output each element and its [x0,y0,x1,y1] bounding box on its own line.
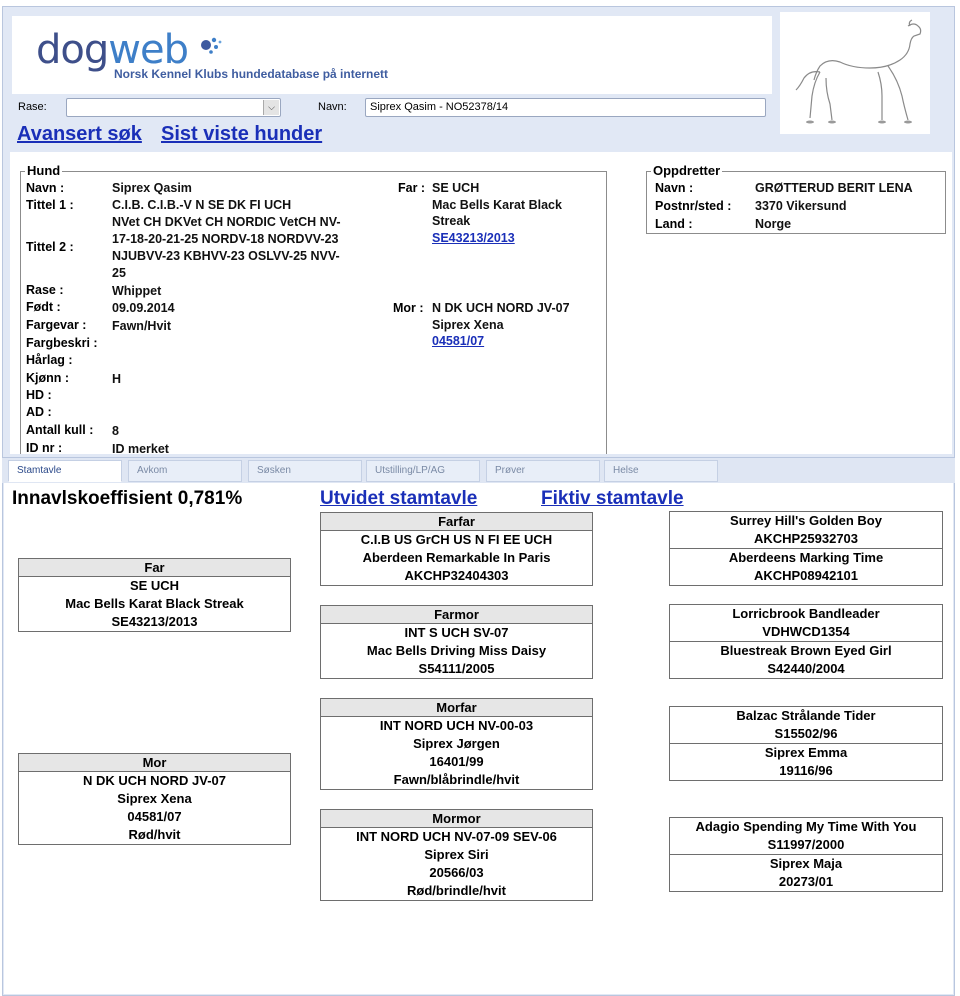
advanced-search-link[interactable]: Avansert søk [17,123,142,145]
pedigree-ancestor-line: Lorricbrook Bandleader [732,606,880,621]
pedigree-far-heading: Far [19,559,290,577]
inbreeding-coefficient: Innavlskoeffisient 0,781% [12,488,243,509]
pedigree-gen3-box [669,817,943,892]
pedigree-far-line: Mac Bells Karat Black Streak [65,596,244,611]
pedigree-ancestor-line: AKCHP25932703 [753,531,859,546]
pedigree-far-line: SE UCH [129,578,180,593]
breeder-post-value: 3370 Vikersund [755,199,847,213]
mor-title: N DK UCH NORD JV-07 [432,301,570,315]
hund-field-label: Navn : [26,181,65,195]
tab-stamtavle[interactable]: Stamtavle [8,460,122,482]
hund-field-value: Whippet [112,284,162,298]
hund-field-label: Født : [26,300,61,314]
pedigree-farmor-line: Mac Bells Driving Miss Daisy [366,643,547,658]
pedigree-farmor[interactable] [320,605,593,679]
mor-name: Siprex Xena [432,318,504,332]
pedigree-farfar-line: Aberdeen Remarkable In Paris [362,550,551,565]
pedigree-ancestor-line: S11997/2000 [767,837,845,852]
hund-legend: Hund [27,163,61,178]
pedigree-ancestor-line: Surrey Hill's Golden Boy [730,513,882,528]
pedigree-ancestor-line: 20273/01 [778,874,834,889]
hund-field-value: 25 [112,266,126,280]
breeder-country-label: Land : [655,217,693,231]
pedigree-ancestor[interactable] [670,707,942,743]
tab-avkom[interactable]: Avkom [128,460,242,482]
pedigree-farfar-line: C.I.B US GrCH US N FI EE UCH [360,532,553,547]
breeder-name-label: Navn : [655,181,694,195]
pedigree-farfar-line: AKCHP32404303 [404,568,509,583]
hund-field-value: ID merket [112,442,169,454]
pedigree-ancestor[interactable] [670,512,942,548]
far-name-line1: Mac Bells Karat Black [432,198,562,212]
pedigree-ancestor-line: VDHWCD1354 [762,624,850,639]
hund-field-value: 09.09.2014 [112,301,175,315]
breeder-post-label: Postnr/sted : [655,199,732,213]
pedigree-ancestor-line: Balzac Strålande Tider [736,708,876,723]
pedigree-ancestor-line: Bluestreak Brown Eyed Girl [720,643,892,658]
hund-field-label: ID nr : [26,441,63,454]
pedigree-ancestor[interactable] [670,641,942,678]
navn-search-input[interactable]: Siprex Qasim - NO52378/14 [365,98,766,117]
pedigree-morfar-line: INT NORD UCH NV-00-03 [379,718,534,733]
hund-field-value: Fawn/Hvit [112,319,172,333]
pedigree-farmor-line: S54111/2005 [418,661,495,676]
logo-dog-text: dog [36,27,109,73]
far-label: Far : [398,181,426,195]
far-reg-link[interactable]: SE43213/2013 [432,231,515,245]
pedigree-ancestor[interactable] [670,818,942,854]
pedigree-morfar-heading: Morfar [321,699,592,717]
chevron-down-icon[interactable]: ⌵ [263,100,279,115]
pedigree-mor-line: Rød/hvit [128,827,181,842]
navn-label: Navn: [318,101,347,113]
hund-field-label: AD : [26,405,52,419]
hund-field-label: Fargevar : [26,318,87,332]
hund-field-label: Rase : [26,283,64,297]
pedigree-ancestor-line: S15502/96 [774,726,838,741]
pedigree-mor-line: N DK UCH NORD JV-07 [82,773,227,788]
pedigree-mormor-line: INT NORD UCH NV-07-09 SEV-06 [356,829,557,844]
pedigree-ancestor[interactable] [670,605,942,641]
hund-field-label: Kjønn : [26,371,70,385]
breeder-name-value: GRØTTERUD BERIT LENA [755,181,913,195]
recent-dogs-link[interactable]: Sist viste hunder [161,123,323,145]
hund-field-label: HD : [26,388,52,402]
pedigree-gen3-box [669,511,943,586]
pedigree-ancestor-line: Siprex Emma [764,745,848,760]
pedigree-ancestor-line: AKCHP08942101 [753,568,859,583]
pedigree-gen3-box [669,604,943,679]
hund-field-value: C.I.B. C.I.B.-V N SE DK FI UCH [112,198,292,212]
hund-field-value: NJUBVV-23 KBHVV-23 OSLVV-25 NVV- [112,249,340,263]
pedigree-mormor-line: Siprex Siri [424,847,489,862]
rase-label: Rase: [18,101,47,113]
breeder-country-value: Norge [755,217,792,231]
tab-prøver[interactable]: Prøver [486,460,600,482]
tab-utstilling-lp-ag[interactable]: Utstilling/LP/AG [366,460,480,482]
hund-field-value: Siprex Qasim [112,181,192,195]
pedigree-mormor-line: Rød/brindle/hvit [407,883,506,898]
mor-label: Mor : [393,301,424,315]
pedigree-farfar-heading: Farfar [321,513,592,531]
pedigree-ancestor-line: Adagio Spending My Time With You [695,819,917,834]
mor-reg-link[interactable]: 04581/07 [432,334,485,348]
hund-field-value: H [112,372,122,386]
pedigree-farmor-heading: Farmor [321,606,592,624]
tagline: Norsk Kennel Klubs hundedatabase på internett [114,67,389,81]
pedigree-far-line: SE43213/2013 [111,614,198,629]
pedigree-mormor-heading: Mormor [321,810,592,828]
logo-web-text: web [108,27,188,73]
pedigree-far[interactable] [18,558,291,632]
pedigree-morfar-line: Fawn/blåbrindle/hvit [393,772,520,787]
pedigree-morfar-line: 16401/99 [429,754,484,769]
pedigree-farmor-line: INT S UCH SV-07 [404,625,509,640]
pedigree-morfar[interactable] [320,698,593,790]
hund-field-label: Hårlag : [26,353,73,367]
hund-field-value: 17-18-20-21-25 NORDV-18 NORDVV-23 [112,232,339,246]
pedigree-mor-line: 04581/07 [127,809,182,824]
pedigree-ancestor[interactable] [670,743,942,780]
pedigree-mor[interactable] [18,753,291,845]
pedigree-ancestor-line: 19116/96 [779,763,833,778]
pedigree-ancestor-line: S42440/2004 [767,661,845,676]
pedigree-mor-heading: Mor [19,754,290,772]
far-title: SE UCH [432,181,480,195]
hund-field-value: 8 [112,424,119,438]
pedigree-mormor-line: 20566/03 [429,865,484,880]
pedigree-ancestor[interactable] [670,854,942,891]
far-name-line2: Streak [432,214,471,228]
pedigree-mormor[interactable] [320,809,593,901]
hund-field-label: Tittel 1 : [26,198,74,212]
tab-helse[interactable]: Helse [604,460,718,482]
hund-field-label: Antall kull : [26,423,94,437]
hund-field-label: Tittel 2 : [26,240,74,254]
pedigree-mor-line: Siprex Xena [117,791,192,806]
tab-søsken[interactable]: Søsken [248,460,362,482]
pedigree-gen3-box [669,706,943,781]
extended-pedigree-link[interactable]: Utvidet stamtavle [320,488,478,509]
pedigree-farfar[interactable] [320,512,593,586]
pedigree-ancestor[interactable] [670,548,942,585]
pedigree-ancestor-line: Aberdeens Marking Time [728,550,884,565]
hund-field-value: NVet CH DKVet CH NORDIC VetCH NV- [112,215,341,229]
pedigree-morfar-line: Siprex Jørgen [413,736,500,751]
oppdretter-legend: Oppdretter [653,163,721,178]
pedigree-ancestor-line: Siprex Maja [769,856,843,871]
fictive-pedigree-link[interactable]: Fiktiv stamtavle [541,488,684,509]
hund-field-label: Fargbeskri : [26,336,98,350]
